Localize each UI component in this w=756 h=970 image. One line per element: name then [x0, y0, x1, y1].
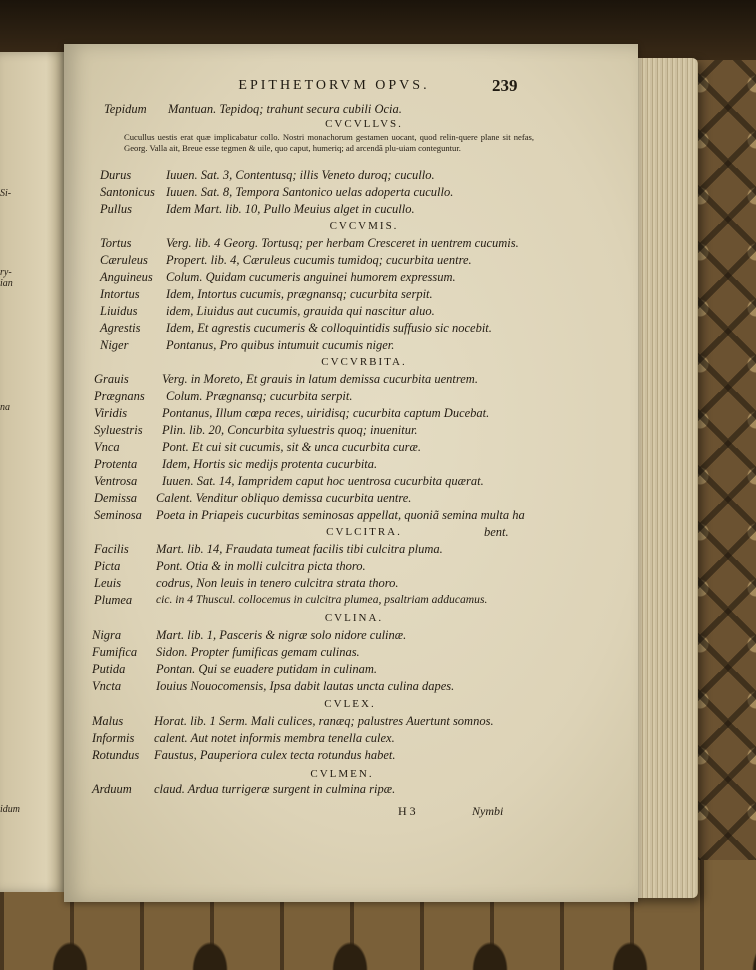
entry-lemma: Ventrosa — [94, 474, 138, 488]
running-head: EPITHETORVM OPVS. — [238, 78, 430, 93]
signature-mark: H 3 — [398, 804, 416, 818]
left-page-fragment: idum — [0, 804, 20, 815]
entry-citation: Idem Mart. lib. 10, Pullo Meuius alget in cucullo. — [166, 202, 415, 216]
entry-citation: Propert. lib. 4, Cæruleus cucumis tumidoq; cucurbita uentre. — [166, 253, 472, 267]
section-heading: CVCVLLVS. — [325, 118, 403, 130]
entry-lemma: Informis — [92, 731, 135, 745]
entry-lemma: Santonicus — [100, 185, 155, 199]
section-heading: CVLMEN. — [310, 768, 374, 780]
entry-citation: Calent. Venditur obliquo demissa cucurbita uentre. — [156, 491, 412, 505]
entry-citation: Horat. lib. 1 Serm. Mali culices, ranæq; palustres Auertunt somnos. — [154, 714, 494, 728]
entry-citation: Pontanus, Pro quibus intumuit cucumis niger. — [166, 338, 395, 352]
entry-citation: Iouius Nouocomensis, Ipsa dabit lautas uncta culina dapes. — [156, 679, 455, 693]
entry-lemma: Demissa — [94, 491, 138, 505]
entry-citation: Idem, Intortus cucumis, prægnansq; cucurbita serpit. — [166, 287, 433, 301]
left-page — [0, 52, 66, 892]
entry-citation: calent. Aut notet informis membra tenella culex. — [154, 731, 395, 745]
entry-citation: Pontan. Qui se euadere putidam in culinam. — [156, 662, 378, 676]
entry-lemma: Plumea — [94, 593, 133, 607]
section-heading: CVLEX. — [324, 698, 376, 710]
entry-citation: idem, Liuidus aut cucumis, grauida qui nascitur aluo. — [166, 304, 435, 318]
entry-citation: Verg. lib. 4 Georg. Tortusq; per herbam Cresceret in uentrem cucumis. — [166, 236, 519, 250]
entry-lemma: Malus — [92, 714, 124, 728]
entry-citation: Plin. lib. 20, Concurbita syluestris quoq; inuenitur. — [162, 423, 418, 437]
left-page-fragment: Si- — [0, 188, 12, 199]
entry-citation: Colum. Prægnansq; cucurbita serpit. — [166, 389, 353, 403]
entry-lemma: Syluestris — [94, 423, 143, 437]
section-heading: CVCVRBITA. — [321, 356, 407, 368]
entry-lemma: Liuidus — [100, 304, 138, 318]
entry-lemma: Tortus — [100, 236, 132, 250]
entry-lemma: Niger — [100, 338, 129, 352]
section-heading: CVLINA. — [324, 612, 384, 624]
entry-citation: Pont. Otia & in molli culcitra picta thoro. — [156, 559, 366, 573]
section-heading: CVCVMIS. — [329, 220, 399, 232]
entry-lemma: Grauis — [94, 372, 129, 386]
entries-list — [64, 44, 638, 902]
entry-lemma: Viridis — [94, 406, 128, 420]
entry-lemma: Seminosa — [94, 508, 142, 522]
entry-citation: Mart. lib. 14, Fraudata tumeat facilis tibi culcitra pluma. — [156, 542, 443, 556]
entry-lemma: Tepidum — [104, 102, 147, 116]
entry-lemma: Pullus — [100, 202, 132, 216]
entry-citation: Idem, Hortis sic medijs protenta cucurbita. — [162, 457, 378, 471]
entry-citation: Iuuen. Sat. 8, Tempora Santonico uelas adoperta cucullo. — [166, 185, 454, 199]
entry-lemma: Vncta — [92, 679, 122, 693]
entry-citation: Iuuen. Sat. 14, Iampridem caput hoc uentrosa cucurbita quærat. — [162, 474, 484, 488]
entry-lemma: Vnca — [94, 440, 120, 454]
page-number: 239 — [492, 76, 518, 95]
entry-lemma: Protenta — [94, 457, 138, 471]
left-page-fragment: ry- — [0, 267, 12, 278]
entry-citation: Colum. Quidam cucumeris anguinei humorem expressum. — [166, 270, 456, 284]
entry-citation: cic. in 4 Thuscul. collocemus in culcitra plumea, psaltriam adducamus. — [156, 593, 488, 606]
book-fore-edge — [630, 58, 698, 898]
entry-lemma: Agrestis — [100, 321, 141, 335]
section-note: Cucullus uestis erat quæ implicabatur collo. Nostri monachorum gestamen uocant, quod relin-quere plane sit nefas, Georg. Valla ait, Breue esse tegmen & uile, quo caput, humeriq; ad arcendã plu-uiam conteguntur. — [124, 132, 534, 153]
entry-lemma: Facilis — [94, 542, 129, 556]
entry-lemma: Anguineus — [100, 270, 153, 284]
left-page-fragment: ian — [0, 278, 13, 289]
entry-citation: Poeta in Priapeis cucurbitas seminosas appellat, quoniã semina multa ha — [156, 508, 525, 522]
section-heading: CVLCITRA. — [326, 526, 402, 538]
entry-citation: codrus, Non leuis in tenero culcitra strata thoro. — [156, 576, 399, 590]
entry-citation: Mantuan. Tepidoq; trahunt secura cubili Ocia. — [168, 102, 402, 116]
entry-citation: Faustus, Pauperiora culex tecta rotundus habet. — [154, 748, 396, 762]
entry-lemma: Leuis — [94, 576, 122, 590]
entry-citation: Sidon. Propter fumificas gemam culinas. — [156, 645, 360, 659]
entry-citation: Mart. lib. 1, Pasceris & nigræ solo nidore culinæ. — [156, 628, 407, 642]
entry-citation: Pont. Et cui sit cucumis, sit & unca cucurbita curæ. — [162, 440, 421, 454]
entry-citation: claud. Ardua turrigeræ surgent in culmina ripæ. — [154, 782, 396, 796]
entry-lemma: Prægnans — [94, 389, 145, 403]
entry-lemma: Picta — [94, 559, 121, 573]
entry-citation: Pontanus, Illum cœpa reces, uiridisq; cucurbita captum Ducebat. — [162, 406, 490, 420]
entry-citation: Idem, Et agrestis cucumeris & colloquintidis suffusio sic nocebit. — [166, 321, 492, 335]
entry-lemma: Putida — [92, 662, 126, 676]
entry-lemma: Durus — [100, 168, 132, 182]
entry-lemma: Nigra — [92, 628, 122, 642]
entry-lemma: Rotundus — [92, 748, 140, 762]
entry-lemma: Cæruleus — [100, 253, 148, 267]
catchword: Nymbi — [472, 804, 504, 818]
entry-citation: Verg. in Moreto, Et grauis in latum demissa cucurbita uentrem. — [162, 372, 478, 386]
entry-lemma: Fumifica — [92, 645, 138, 659]
entry-citation: Iuuen. Sat. 3, Contentusq; illis Veneto duroq; cucullo. — [166, 168, 435, 182]
left-page-fragment: na — [0, 402, 10, 413]
entry-lemma: Arduum — [92, 782, 132, 796]
entry-continuation: bent. — [484, 525, 509, 539]
entry-lemma: Intortus — [100, 287, 140, 301]
book-page — [64, 44, 638, 902]
